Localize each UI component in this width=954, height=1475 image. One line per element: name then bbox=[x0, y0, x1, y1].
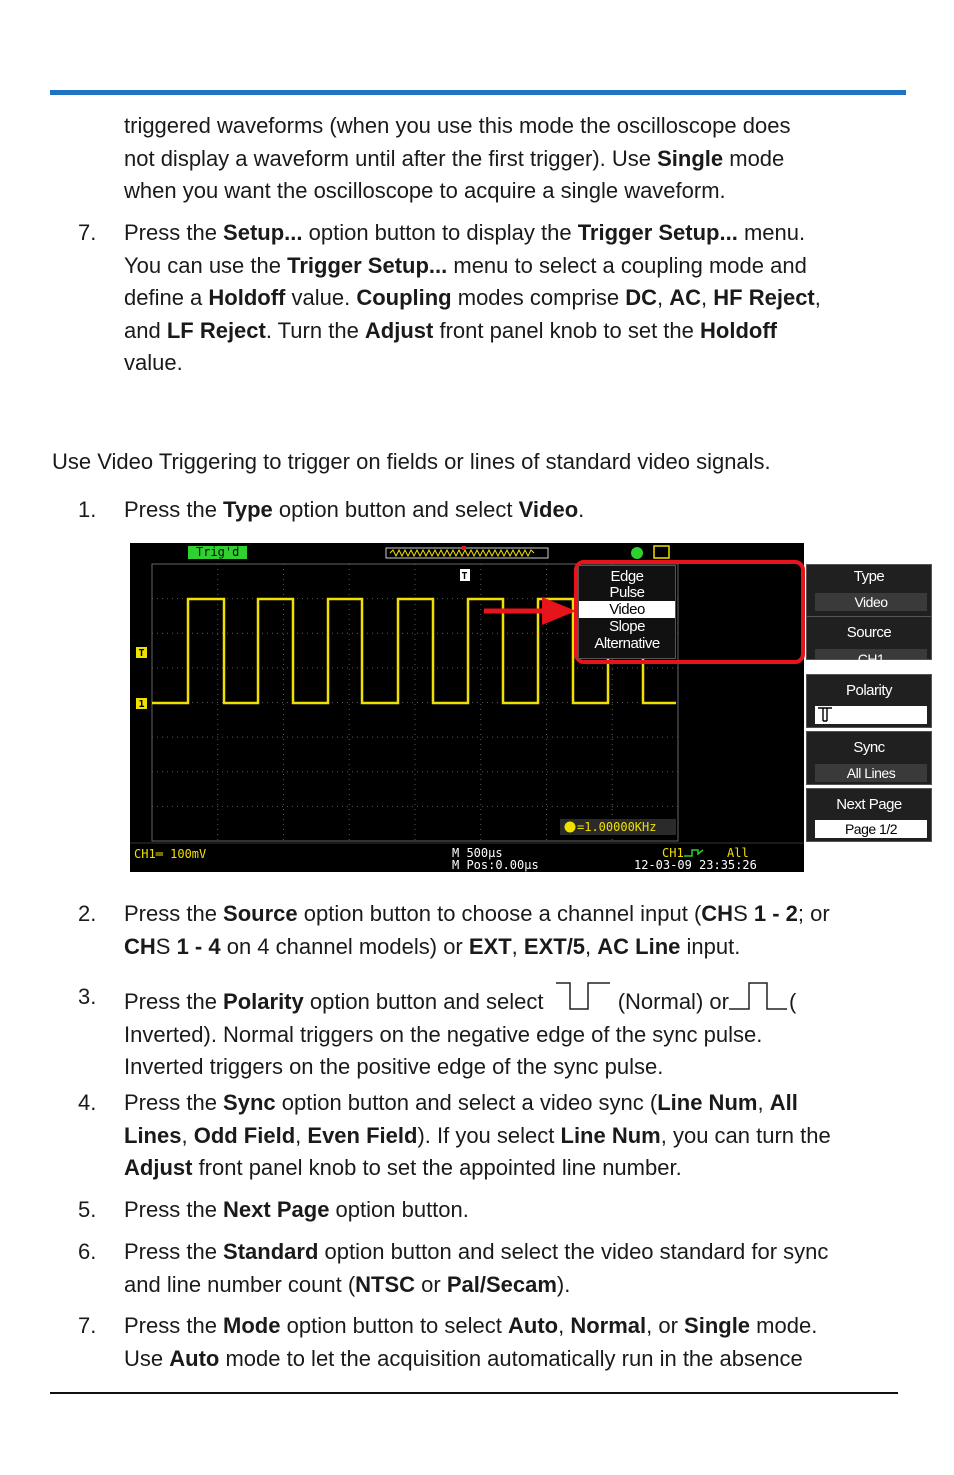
footer-rule bbox=[50, 1392, 898, 1394]
ch1-scale: CH1═ 100mV bbox=[134, 847, 207, 861]
polarity-button[interactable]: Polarity bbox=[806, 674, 932, 728]
type-button[interactable]: Type Video bbox=[806, 564, 932, 618]
type-popup-menu bbox=[578, 565, 676, 659]
frequency-readout: =1.00000KHz bbox=[577, 820, 657, 834]
polarity-normal-icon bbox=[550, 981, 612, 1013]
intro-paragraph: triggered waveforms (when you use this mode the oscilloscope does not display a waveform until after the first trigger). Use Single mode when you want the oscilloscope to acquire a single waveform. bbox=[124, 113, 791, 203]
save-icon bbox=[631, 547, 643, 559]
list-item: 7. Press the Mode option button to select Auto, Normal, or Single mode. Use Auto mode to let the acquisition automatically run in the absence bbox=[78, 1313, 818, 1371]
oscilloscope-screenshot bbox=[130, 543, 902, 872]
svg-text:T: T bbox=[138, 648, 145, 659]
trigger-source-readout: CH1 bbox=[662, 846, 684, 860]
popup-option-slope[interactable]: Slope bbox=[609, 618, 645, 635]
polarity-inverted-icon bbox=[729, 981, 789, 1013]
next-page-button[interactable]: Next Page Page 1/2 bbox=[806, 788, 932, 842]
svg-text:T: T bbox=[461, 571, 468, 582]
video-intro: Use Video Triggering to trigger on fields or lines of standard video signals. bbox=[52, 449, 771, 474]
popup-option-alternative[interactable]: Alternative bbox=[594, 635, 660, 652]
svg-text:1: 1 bbox=[138, 699, 145, 710]
sync-button[interactable]: Sync All Lines bbox=[806, 731, 932, 785]
list-item: 1. Press the Type option button and select Video. bbox=[78, 497, 585, 522]
menu-title: TRIGGER bbox=[830, 545, 891, 560]
trigger-sync-readout: All bbox=[727, 846, 749, 860]
source-button[interactable]: Source CH1 bbox=[806, 616, 932, 660]
list-item: 6. Press the Standard option button and select the video standard for sync and line number count (NTSC or Pal/Secam). bbox=[78, 1239, 829, 1297]
popup-option-edge[interactable]: Edge bbox=[610, 568, 644, 585]
datetime: 12-03-09 23:35:26 bbox=[634, 858, 757, 872]
popup-option-pulse[interactable]: Pulse bbox=[609, 584, 645, 601]
trigger-status: Trig'd bbox=[188, 546, 247, 559]
time-base: M 500μs bbox=[452, 846, 503, 860]
popup-option-video[interactable]: Video bbox=[579, 601, 675, 618]
list-item: 2. Press the Source option button to choose a channel input (CHS 1 - 2; or CHS 1 - 4 on 4 channel models) or EXT, EXT/5, AC Line input. bbox=[78, 901, 830, 959]
list-item: 3. Press the Polarity option button and select (Normal) or ( Inverted). Normal triggers on the negative edge of the sync pulse. Inverted triggers on the positive edge of the sync pulse. bbox=[78, 981, 908, 1084]
scope-display bbox=[130, 543, 804, 872]
polarity-value bbox=[815, 706, 927, 724]
polarity-normal-icon bbox=[815, 706, 835, 722]
time-position: M Pos:0.00μs bbox=[452, 858, 539, 872]
header-rule bbox=[50, 90, 906, 95]
list-item: 7. Press the Setup... option button to display the Trigger Setup... menu. You can use the Trigger Setup... menu to select a coupling mode and define a Holdoff value. Coupling modes comprise DC, AC, HF Reject, and LF Reject. Turn the Adjust front panel knob to set the Holdoff value. bbox=[78, 220, 821, 375]
list-item: 4. Press the Sync option button and select a video sync (Line Num, All Lines, Odd Field, Even Field). If you select Line Num, you can turn the Adjust front panel knob to set the appointed line number. bbox=[78, 1090, 831, 1180]
list-item: 5. Press the Next Page option button. bbox=[78, 1197, 469, 1222]
